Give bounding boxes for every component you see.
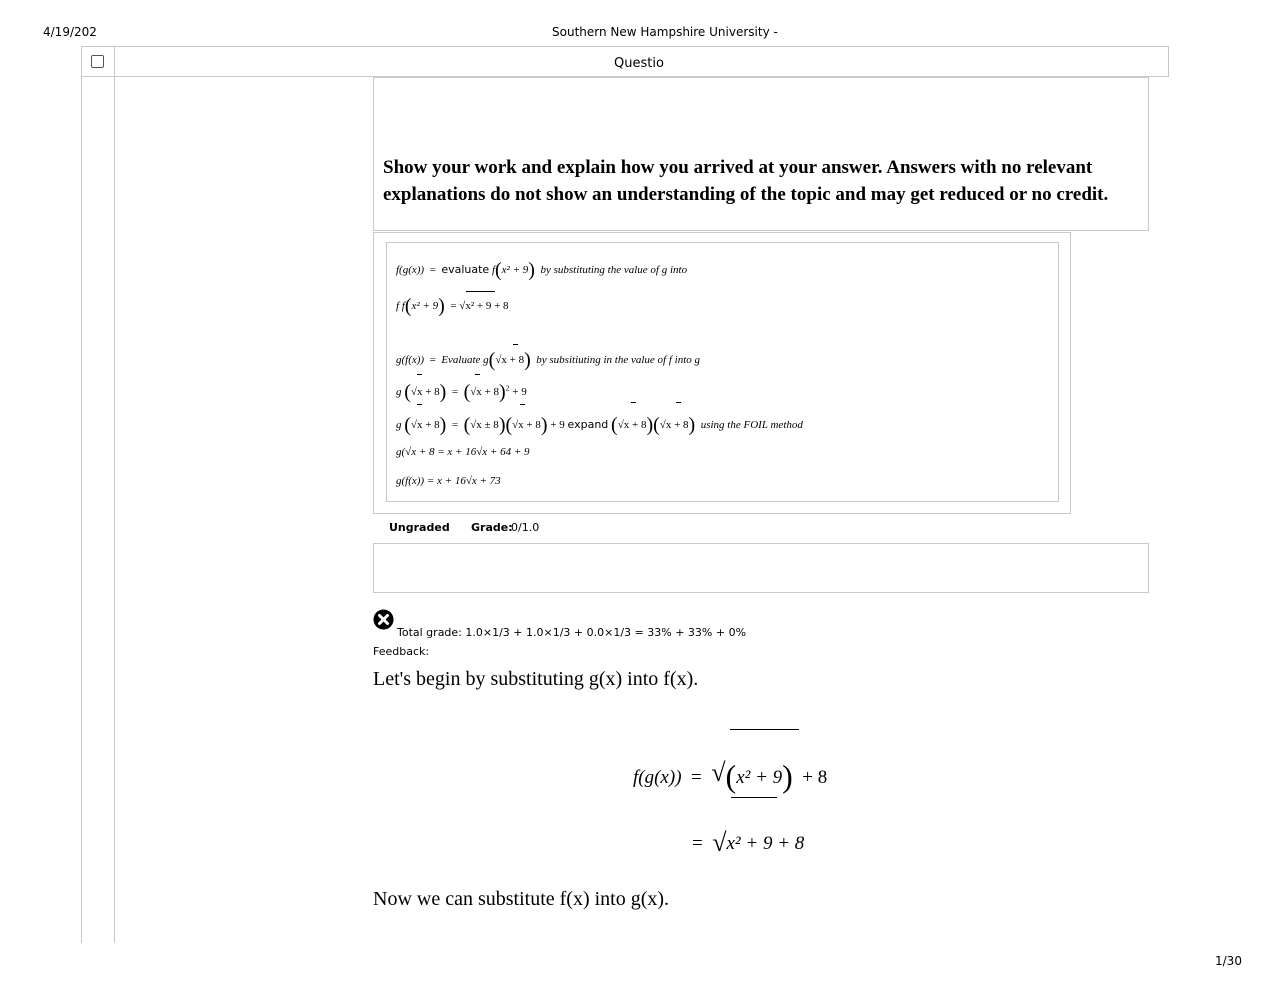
question-prompt-box [373, 77, 1149, 231]
answer-line-5: g (√x + 8) = (√x ± 8)(√x + 8) + 9 expand (√x + 8)(√x + 8) using the FOIL method [396, 414, 803, 436]
feedback-label: Feedback: [373, 645, 430, 658]
feedback-outro: Now we can substitute f(x) into g(x). [373, 888, 670, 910]
instructions-line-2: explanations do not show an understanding of the topic and may get reduced or no credit. [383, 184, 1109, 205]
answer-line-3: g(f(x)) = Evaluate g(√x + 8) by subsitiuting in the value of f into g [396, 349, 701, 371]
question-checkbox[interactable] [91, 55, 104, 68]
answer-line-1: f(g(x)) = evaluate f(x² + 9) by substituting the value of g into [396, 259, 688, 281]
print-date: 4/19/202 [43, 25, 97, 39]
total-grade: Total grade: 1.0×1/3 + 1.0×1/3 + 0.0×1/3 = 33% + 33% + 0% [397, 626, 747, 639]
answer-line-4: g $(√x + 8) = (√x + 8)^2 + 9$ [396, 381, 527, 403]
grade-label: Grade: [471, 521, 513, 534]
answer-line-5-mark-d [676, 402, 681, 403]
question-title: Questio [614, 56, 664, 71]
answer-line-4-mark-a [417, 374, 422, 375]
feedback-eq2: = √x² + 9 + 8 [692, 828, 805, 857]
incorrect-icon [373, 609, 394, 630]
frame-header-top [81, 46, 1169, 47]
feedback-eq1-underbar [731, 797, 777, 798]
page-title: Southern New Hampshire University - [552, 25, 778, 39]
frame-inner-border [114, 46, 115, 943]
answer-line-7: g(f(x)) = x + 16√x + 73 [396, 475, 501, 487]
grading-status: Ungraded [389, 521, 450, 534]
answer-line-5-mark-c [631, 402, 636, 403]
page-counter: 1/30 [1215, 954, 1242, 968]
frame-left-border [81, 46, 82, 943]
answer-line-3-mark [513, 344, 518, 345]
answer-line-2-radical-bar [466, 291, 495, 292]
instructions-line-1: Show your work and explain how you arrived at your answer. Answers with no relevant [383, 157, 1093, 178]
answer-line-6: g(√x + 8 = x + 16√x + 64 + 9 [396, 446, 530, 458]
answer-line-4-mark-b [475, 374, 480, 375]
answer-line-5-mark-a [417, 404, 422, 405]
grade-value: 0/1.0 [511, 521, 540, 534]
feedback-eq1: f(g(x)) = √(x² + 9) + 8 [633, 758, 828, 794]
feedback-eq1-radical-bar [730, 729, 799, 730]
answer-line-2: f f(x² + 9) = √x² + 9 + 8 [396, 295, 509, 317]
answer-line-5-mark-b [520, 404, 525, 405]
feedback-intro: Let's begin by substituting g(x) into f(x). [373, 668, 699, 690]
comment-box [373, 543, 1149, 593]
frame-right-border [1168, 46, 1169, 76]
